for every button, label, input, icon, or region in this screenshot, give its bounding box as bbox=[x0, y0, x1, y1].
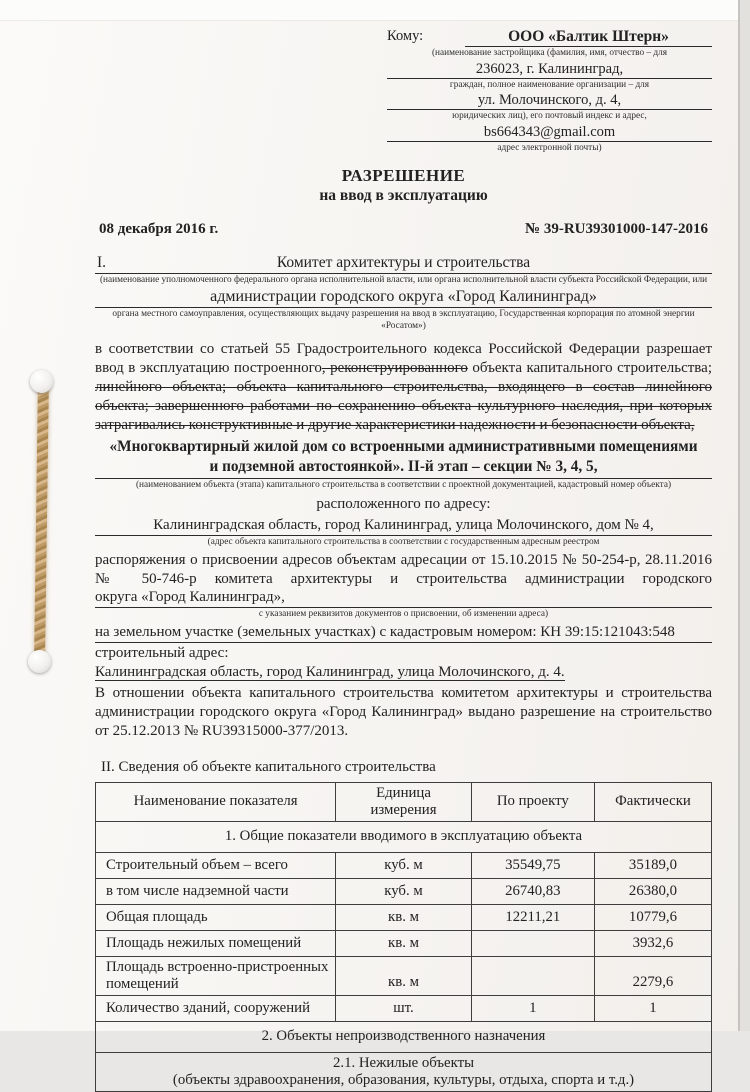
recipient-name: ООО «Балтик Штерн» bbox=[465, 28, 712, 47]
table-row bbox=[96, 878, 712, 904]
table-row bbox=[96, 995, 712, 1021]
recipient-block bbox=[387, 28, 712, 154]
row-name: Количество зданий, сооружений bbox=[96, 995, 336, 1021]
row-project bbox=[471, 956, 594, 995]
col-header-unit: Единица измерения bbox=[336, 782, 472, 821]
section-2-title: II. Сведения об объекте капитального строительства bbox=[101, 758, 436, 775]
row-name: Площадь встроенно-пристроенных помещений bbox=[96, 956, 336, 995]
row-project bbox=[471, 930, 594, 956]
row-actual: 35189,0 bbox=[594, 852, 711, 878]
orders-paragraph: распоряжения о присвоении адресов объектам адресации от 15.10.2015 № 50-254-р, 28.11.2016 № 50-746-р комитета архитектуры и строительства администрации городского bbox=[95, 551, 712, 587]
intro-text-2: объекта капитального строительства; bbox=[467, 359, 713, 376]
table-row bbox=[96, 930, 712, 956]
registry-address-caption: (адрес объекта капитального строительства в соответствии с государственным адресным реестром bbox=[207, 537, 600, 548]
row-project: 35549,75 bbox=[471, 852, 594, 878]
orders-paragraph-end: округа «Город Калининград», bbox=[95, 589, 712, 608]
object-name-caption: (наименованием объекта (этапа) капитального строительства в соответствии с проектной документацией, кадастровый номер объекта) bbox=[135, 479, 672, 490]
intro-struck-2: линейного объекта; объекта капитального строительства, входящего в состав линейного объекта; завершенного работами по сохранению объекта культурного наследия, при которых затрагивались конструктивные и другие характеристики надежности и безопасности объекта, bbox=[95, 378, 712, 434]
row-project: 1 bbox=[471, 995, 594, 1021]
col-header-indicator: Наименование показателя bbox=[96, 782, 336, 821]
row-project: 12211,21 bbox=[471, 904, 594, 930]
authority-caption-2: органа местного самоуправления, осуществляющих выдачу разрешения на ввод в эксплуатацию, Государственная корпорация по атомной энергии «Росатом») bbox=[112, 308, 695, 332]
object-name-block bbox=[95, 437, 712, 479]
row-actual: 2279,6 bbox=[594, 956, 711, 995]
recipient-caption-1: (наименование застройщика (фамилия, имя, отчество – для bbox=[431, 48, 668, 58]
located-at-label: расположенного по адресу: bbox=[316, 496, 491, 513]
document-title: РАЗРЕШЕНИЕ bbox=[341, 166, 466, 186]
table-group-row bbox=[96, 1052, 712, 1091]
recipient-address-line-1: 236023, г. Калининград, bbox=[387, 61, 712, 79]
row-name: в том числе надземной части bbox=[96, 878, 336, 904]
table-header-row bbox=[96, 782, 712, 821]
col-header-actual: Фактически bbox=[594, 782, 711, 821]
row-unit: кв. м bbox=[336, 930, 472, 956]
intro-struck-1: , реконструированного bbox=[321, 359, 468, 376]
row-name: Строительный объем – всего bbox=[96, 852, 336, 878]
recipient-caption-2: граждан, полное наименование организации – для bbox=[449, 79, 650, 90]
document-content bbox=[95, 28, 712, 1092]
build-address: Калининградская область, город Калининград, улица Молочинского, д. 4. bbox=[95, 663, 565, 680]
table-group-row bbox=[96, 1021, 712, 1052]
object-name-line-1: «Многоквартирный жилой дом со встроенными административными помещениями bbox=[109, 438, 698, 456]
table-row bbox=[96, 852, 712, 878]
group-2-1-line-2: (объекты здравоохранения, образования, культуры, отдыха, спорта и т.д.) bbox=[172, 1071, 635, 1088]
object-name-line-2: и подземной автостоянкой». II-й этап – секции № 3, 4, 5, bbox=[209, 457, 598, 475]
permit-paragraph: В отношении объекта капитального строительства комитетом архитектуры и строительства администрации городского округа «Город Калининград» выдано разрешение на строительство от 25.12.2013 № RU39315000-377/2013. bbox=[95, 684, 712, 739]
row-unit: куб. м bbox=[336, 852, 472, 878]
row-project: 26740,83 bbox=[471, 878, 594, 904]
binding-grommet-top bbox=[30, 370, 53, 393]
col-header-project: По проекту bbox=[471, 782, 594, 821]
document-subtitle: на ввод в эксплуатацию bbox=[319, 187, 488, 205]
row-unit: кв. м bbox=[336, 956, 472, 995]
build-address-label: строительный адрес: bbox=[95, 644, 229, 661]
to-label: Кому: bbox=[387, 28, 424, 44]
group-2-1-line-1: 2.1. Нежилые объекты bbox=[332, 1054, 475, 1071]
authority-name-2: администрации городского округа «Город Калининград» bbox=[95, 288, 712, 308]
recipient-address-line-2: ул. Молочинского, д. 4, bbox=[387, 92, 712, 110]
table-row bbox=[96, 956, 712, 995]
recipient-caption-3: юридических лиц), его почтовый индекс и адрес, bbox=[452, 111, 647, 122]
scan-edge-line bbox=[738, 0, 740, 1031]
scan-edge-band bbox=[740, 0, 750, 1031]
registry-address: Калининградская область, город Калининград, улица Молочинского, дом № 4, bbox=[95, 517, 712, 536]
document-number: № 39-RU39301000-147-2016 bbox=[525, 221, 708, 238]
parcel-line: на земельном участке (земельных участках) с кадастровым номером: КН 39:15:121043:548 bbox=[95, 624, 712, 643]
table-row bbox=[96, 904, 712, 930]
intro-text-1: в соответствии со статьей 55 Градостроительного кодекса Российской Федерации разрешает ввод в эксплуатацию построенного bbox=[95, 340, 712, 376]
binding-grommet-bottom bbox=[28, 650, 51, 673]
row-actual: 1 bbox=[594, 995, 711, 1021]
recipient-caption-4: адрес электронной почты) bbox=[497, 142, 602, 153]
group-2-label: 2. Объекты непроизводственного назначения bbox=[96, 1021, 712, 1052]
authority-caption-1: (наименование уполномоченного федерального органа исполнительной власти, или органа исполнительной власти субъекта Российской Федерации, или bbox=[99, 275, 708, 286]
row-actual: 10779,6 bbox=[594, 904, 711, 930]
group-1-label: 1. Общие показатели вводимого в эксплуатацию объекта bbox=[96, 821, 712, 852]
intro-paragraph bbox=[95, 340, 712, 435]
date-number-row bbox=[95, 221, 712, 238]
orders-caption: с указанием реквизитов документов о присвоении, об изменении адреса) bbox=[258, 609, 549, 619]
binding-twine bbox=[34, 384, 49, 656]
row-unit: куб. м bbox=[336, 878, 472, 904]
row-name: Общая площадь bbox=[96, 904, 336, 930]
row-unit: кв. м bbox=[336, 904, 472, 930]
row-actual: 26380,0 bbox=[594, 878, 711, 904]
row-actual: 3932,6 bbox=[594, 930, 711, 956]
recipient-email: bs664343@gmail.com bbox=[387, 124, 712, 142]
row-unit: шт. bbox=[336, 995, 472, 1021]
authority-name-1: Комитет архитектуры и строительства bbox=[276, 254, 531, 272]
table-group-row bbox=[96, 821, 712, 852]
object-info-table bbox=[95, 782, 712, 1092]
group-2-1-label bbox=[96, 1052, 712, 1091]
section-1-numeral: I. bbox=[97, 254, 107, 272]
document-date: 08 декабря 2016 г. bbox=[99, 221, 219, 238]
row-name: Площадь нежилых помещений bbox=[96, 930, 336, 956]
authority-line-1 bbox=[95, 254, 712, 274]
